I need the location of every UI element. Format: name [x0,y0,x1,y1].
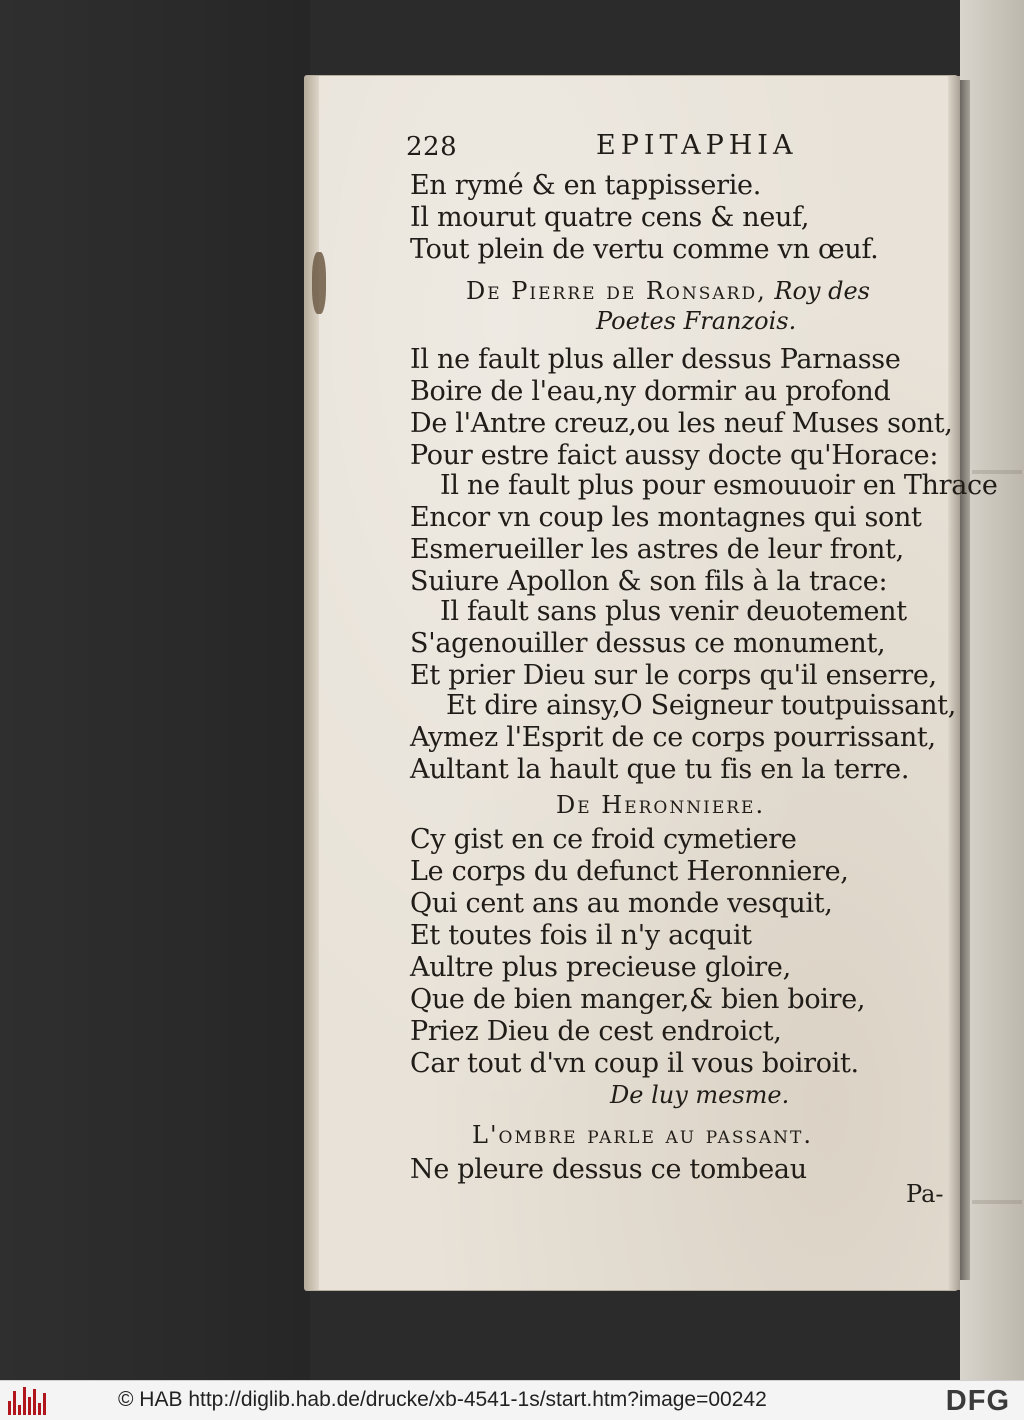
verse-line: Et dire ainsy,O Seigneur toutpuissant, [446,690,956,721]
verse-line: Aymez l'Esprit de ce corps pourrissant, [410,722,936,753]
copyright-url[interactable]: © HAB http://diglib.hab.de/drucke/xb-4541-1s/start.htm?image=00242 [118,1388,767,1411]
verse-line: Et toutes fois il n'y acquit [410,920,752,951]
heading-title: Roy des [774,277,870,305]
verse-line: Car tout d'vn coup il vous boiroit. [410,1048,859,1079]
epitaph-heading: L'ombre parle au passant. [472,1121,813,1149]
epitaph-subheading: De luy mesme. [610,1081,790,1109]
verse-line: Et prier Dieu sur le corps qu'il enserre, [410,660,937,691]
verse-line: Tout plein de vertu comme vn œuf. [410,234,879,265]
verse-line: Esmerueiller les astres de leur front, [410,534,904,565]
running-head: EPITAPHIA [596,130,798,161]
verse-line: Encor vn coup les montagnes qui sont [410,502,922,533]
verse-line: Qui cent ans au monde vesquit, [410,888,833,919]
verse-line: Aultant la hault que tu fis en la terre. [410,754,910,785]
hab-logo-icon [8,1387,48,1415]
viewer-footer [0,1380,1024,1420]
epitaph-heading: De Heronniere. [556,791,766,819]
verse-line: Il ne fault plus pour esmouuoir en Thrace [440,470,998,501]
heading-name: De Pierre de Ronsard, [466,277,767,305]
catchword: Pa- [906,1180,944,1208]
verse-line: De l'Antre creuz,ou les neuf Muses sont, [410,408,953,439]
dfg-logo: DFG [945,1385,1010,1417]
verse-line: Cy gist en ce froid cymetiere [410,824,797,855]
verse-line: Il mourut quatre cens & neuf, [410,202,810,233]
verse-line: Il fault sans plus venir deuotement [440,596,907,627]
verse-line: Suiure Apollon & son fils à la trace: [410,566,888,597]
verse-line: Que de bien manger,& bien boire, [410,984,866,1015]
verse-line: Le corps du defunct Heronniere, [410,856,849,887]
verse-line: S'agenouiller dessus ce monument, [410,628,886,659]
verse-line: Boire de l'eau,ny dormir au profond [410,376,891,407]
verse-line: Priez Dieu de cest endroict, [410,1016,782,1047]
verse-line: Ne pleure dessus ce tombeau [410,1154,807,1185]
verse-line: Aultre plus precieuse gloire, [410,952,791,983]
verse-line: Pour estre faict aussy docte qu'Horace: [410,440,939,471]
verse-line: Il ne fault plus aller dessus Parnasse [410,344,901,375]
epitaph-heading-continued: Poetes Franzois. [596,307,797,335]
page-number: 228 [406,132,458,162]
verse-line: En rymé & en tappisserie. [410,170,762,201]
epitaph-heading [466,276,870,306]
